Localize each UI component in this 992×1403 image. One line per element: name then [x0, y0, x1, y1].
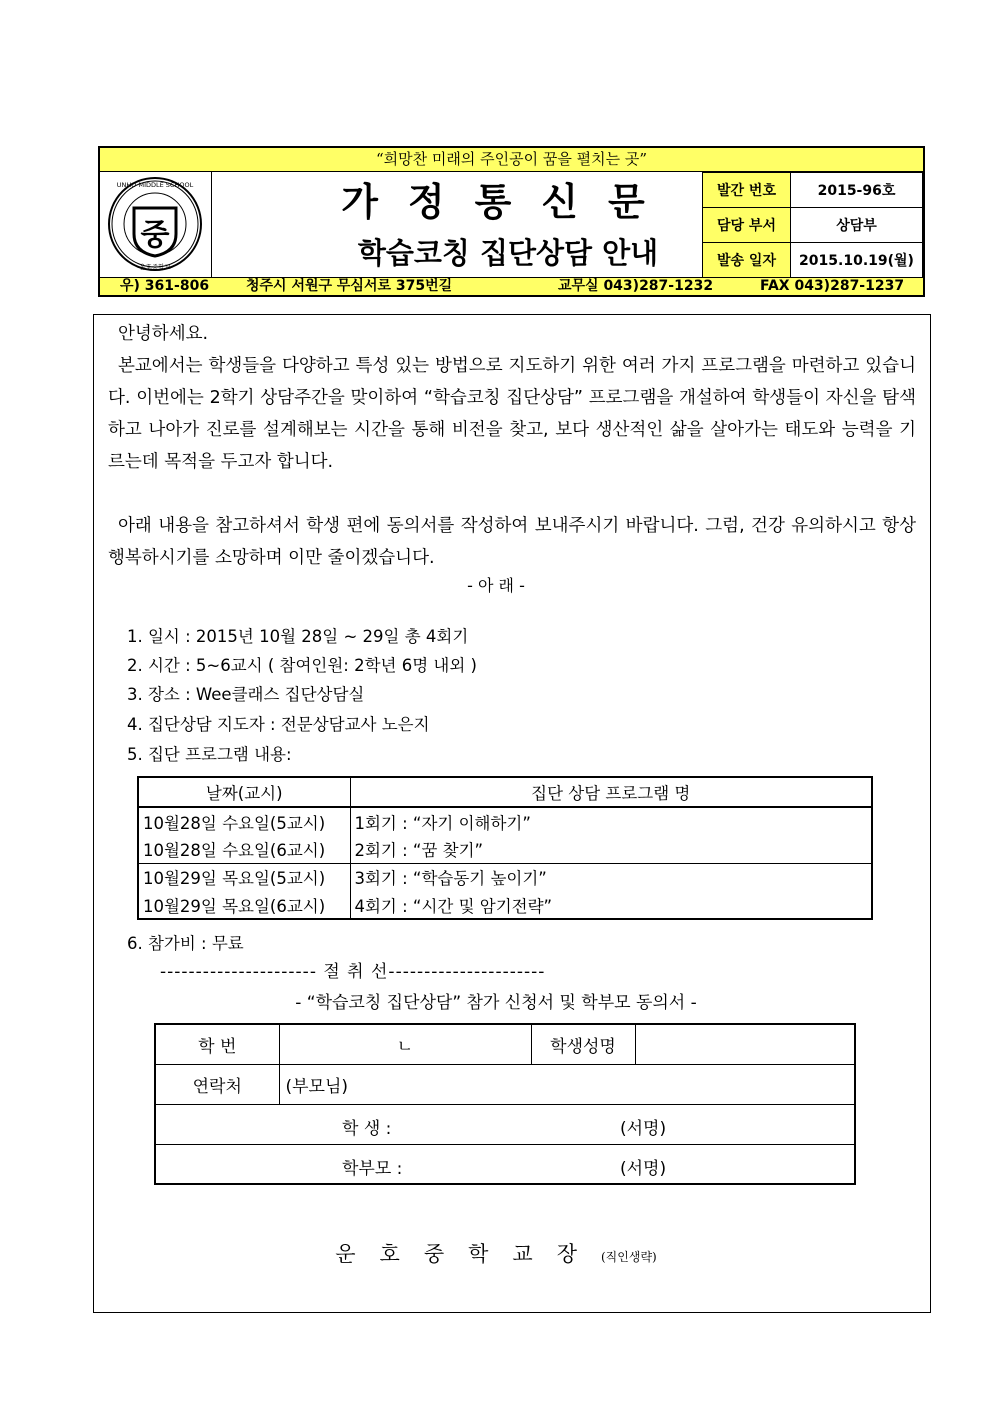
send-date-label: 발송 일자: [703, 243, 791, 278]
logo-bottom: 운호중학교: [139, 263, 171, 271]
principal-name: 운호중학교장: [335, 1242, 601, 1266]
principal-signature: [0, 1238, 992, 1268]
logo-text: UNHO MIDDLE SCHOOL: [116, 181, 194, 189]
logo-cell: [100, 172, 212, 277]
program-date: 10월29일 목요일(6교시): [138, 891, 350, 919]
consent-form: [154, 1023, 856, 1185]
student-number-label: 학 번: [155, 1024, 279, 1064]
issue-number-label: 발간 번호: [703, 173, 791, 208]
contact-label: 연락처: [155, 1064, 279, 1104]
seal-note: (직인생략): [600, 1250, 657, 1264]
send-date-value: 2015.10.19(월): [791, 243, 923, 278]
student-name-field[interactable]: [635, 1024, 855, 1064]
program-table: [137, 776, 873, 920]
student-sign-label: 학 생 :: [342, 1118, 392, 1139]
office-phone: 교무실 043)287-1232: [558, 278, 714, 294]
school-logo: [100, 172, 210, 276]
parent-sign-mark: (서명): [620, 1158, 667, 1179]
department-label: 담당 부서: [703, 208, 791, 243]
page-subtitle: 학습코칭 집단상담 안내: [357, 236, 659, 270]
below-marker: - 아 래 -: [467, 576, 525, 595]
student-name-label: 학생성명: [531, 1024, 635, 1064]
student-sign-mark: (서명): [620, 1118, 667, 1139]
student-signature-row[interactable]: [155, 1104, 855, 1144]
table-row: [138, 891, 872, 919]
request-paragraph: 아래 내용을 참고하셔서 학생 편에 동의서를 작성하여 보내주시기 바랍니다. 그럼, 건강 유의하시고 항상 행복하시기를 소망하며 이만 줄이겠습니다.: [108, 516, 916, 568]
parent-signature-row[interactable]: [155, 1144, 855, 1184]
issue-info-table: [702, 172, 923, 278]
page-title: 가정통신문: [341, 179, 675, 224]
zip-code: 우) 361-806: [120, 278, 210, 294]
intro-paragraph: 본교에서는 학생들을 다양하고 특성 있는 방법으로 지도하기 위한 여러 가지 프로그램을 마련하고 있습니다. 이번에는 2학기 상담주간을 맞이하여 “학습코칭 집단상담” 프로그램을 개설하여 학생들이 자신을 탐색하고 나아가 진로를 설계해보는 시간을 통해 비전을 찾고, 보다 생산적인 삶을 살아가는 태도와 능력을 기르는데 목적을 두고자 합니다.: [108, 356, 916, 472]
department-value: 상담부: [791, 208, 923, 243]
table-row: [138, 807, 872, 835]
form-title: - “학습코칭 집단상담” 참가 신청서 및 학부모 동의서 -: [295, 993, 697, 1013]
item-time: 2. 시간 : 5~6교시 ( 참여인원: 2학년 6명 내외 ): [127, 656, 477, 675]
program-date: 10월28일 수요일(5교시): [138, 807, 350, 835]
slogan: “희망찬 미래의 주인공이 꿈을 펼치는 곳”: [100, 148, 923, 172]
program-header-name: 집단 상담 프로그램 명: [350, 777, 872, 807]
issue-number-value: 2015-96호: [791, 173, 923, 208]
cut-line: ---------------------- 절 취 선----------------------: [160, 962, 546, 982]
item-place: 3. 장소 : Wee클래스 집단상담실: [127, 685, 365, 704]
logo-char: 중: [140, 218, 170, 253]
greeting: 안녕하세요.: [118, 324, 209, 344]
newsletter-header: [98, 146, 925, 297]
item-leader: 4. 집단상담 지도자 : 전문상담교사 노은지: [127, 715, 430, 734]
table-row: [138, 863, 872, 891]
program-date: 10월28일 수요일(6교시): [138, 835, 350, 863]
contact-field[interactable]: (부모님): [279, 1064, 855, 1104]
program-name: 3회기 : “학습동기 높이기”: [354, 869, 547, 889]
item-fee: 6. 참가비 : 무료: [127, 934, 244, 953]
address-bar: [100, 277, 923, 295]
student-number-field[interactable]: ㄴ: [279, 1024, 531, 1064]
item-program: 5. 집단 프로그램 내용:: [127, 745, 292, 764]
program-name: 2회기 : “꿈 찾기”: [350, 835, 872, 863]
program-name: 1회기 : “자기 이해하기”: [354, 813, 531, 833]
program-name: 4회기 : “시간 및 암기전략”: [354, 896, 553, 916]
item-date: 1. 일시 : 2015년 10월 28일 ~ 29일 총 4회기: [127, 627, 469, 646]
parent-sign-label: 학부모 :: [342, 1158, 403, 1179]
fax-number: FAX 043)287-1237: [760, 278, 905, 294]
program-date: 10월29일 목요일(5교시): [138, 863, 350, 891]
table-row: [138, 835, 872, 863]
street-address: 청주시 서원구 무심서로 375번길: [246, 278, 453, 294]
program-header-date: 날짜(교시): [138, 777, 350, 807]
